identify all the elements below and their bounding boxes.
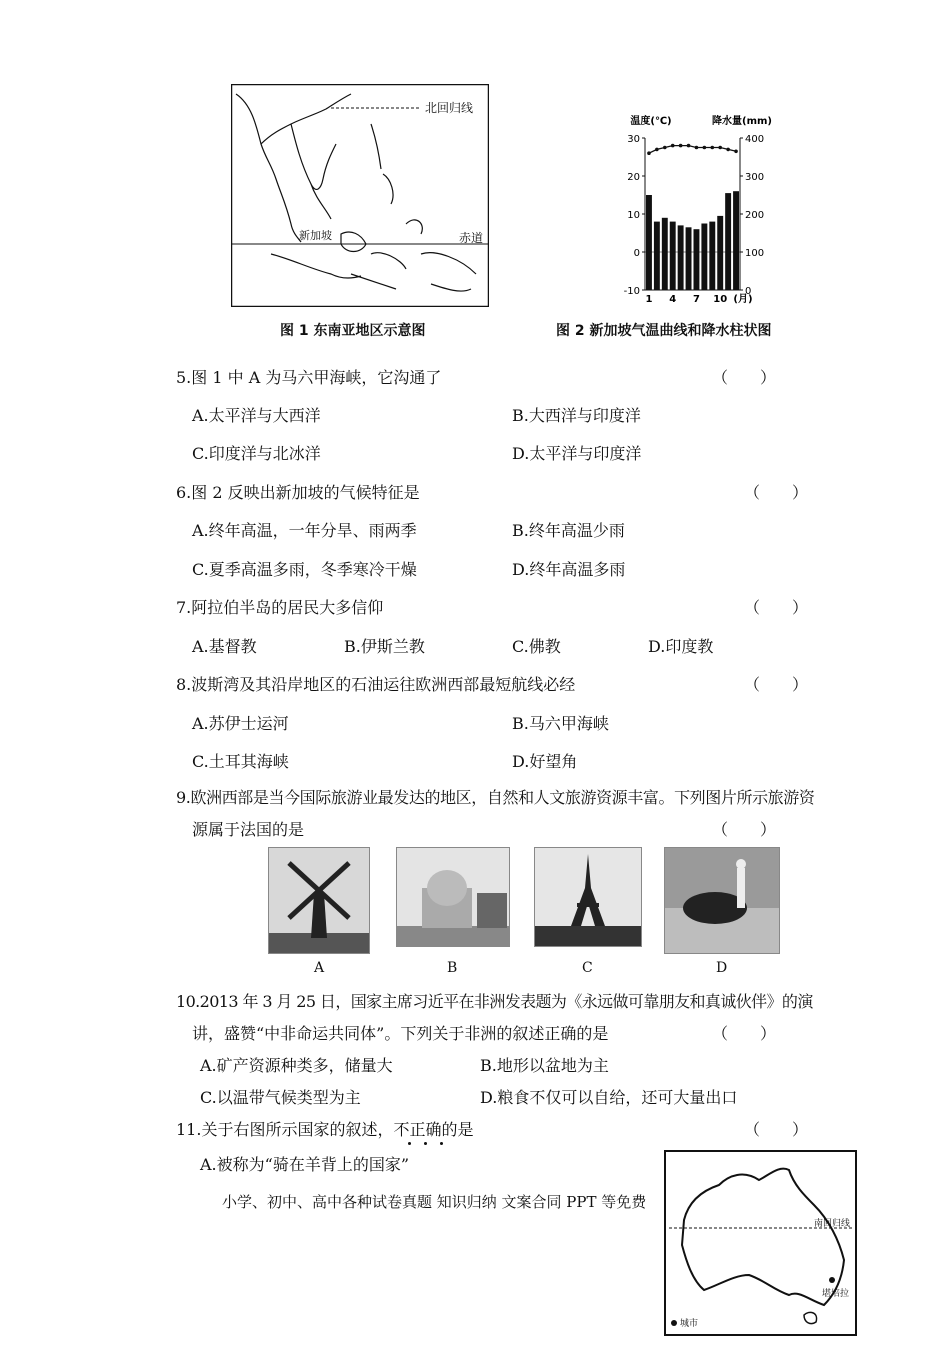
q6-option-b[interactable]: B.终年高温少雨 bbox=[512, 521, 625, 540]
precip-bar bbox=[654, 222, 660, 290]
precip-bar bbox=[733, 191, 739, 290]
left-axis-title: 温度(℃) bbox=[630, 116, 672, 127]
q6-stem: 6.图 2 反映出新加坡的气候特征是 bbox=[176, 483, 420, 502]
right-tick-label: 100 bbox=[745, 248, 765, 259]
q10-answer-paren[interactable]: （ ） bbox=[712, 1024, 777, 1043]
precip-bar bbox=[725, 193, 731, 290]
windmill-icon bbox=[269, 848, 369, 953]
q7-stem: 7.阿拉伯半岛的居民大多信仰 bbox=[176, 598, 384, 617]
q8-answer-paren[interactable]: （ ） bbox=[744, 675, 809, 694]
footer-note: 小学、初中、高中各种试卷真题 知识归纳 文案合同 PPT 等免费 bbox=[222, 1193, 647, 1211]
right-tick-label: 200 bbox=[745, 210, 765, 221]
q5-option-b[interactable]: B.大西洋与印度洋 bbox=[512, 406, 641, 425]
right-tick-label: 0 bbox=[745, 286, 752, 297]
photo-bullfight[interactable] bbox=[664, 847, 780, 954]
q10-stem-line2: 讲，盛赞“中非命运共同体”。下列关于非洲的叙述正确的是 bbox=[192, 1024, 609, 1043]
q7-option-d[interactable]: D.印度教 bbox=[648, 637, 714, 656]
au-city-label: 堪培拉 bbox=[822, 1289, 850, 1299]
precip-bar bbox=[646, 195, 652, 290]
figure-2-chart bbox=[600, 108, 800, 313]
left-tick-label: 10 bbox=[627, 210, 640, 221]
q5-option-d[interactable]: D.太平洋与印度洋 bbox=[512, 444, 642, 463]
q5-answer-paren[interactable]: （ ） bbox=[712, 368, 777, 387]
q8-option-c[interactable]: C.土耳其海峡 bbox=[192, 752, 289, 771]
q10-option-c[interactable]: C.以温带气候类型为主 bbox=[200, 1088, 361, 1107]
q9-label-d: D bbox=[716, 960, 728, 976]
domed-church-icon bbox=[397, 848, 509, 946]
photo-venice-church[interactable] bbox=[396, 847, 510, 947]
x-tick-label: 4 bbox=[669, 294, 677, 305]
australia-map-drawing bbox=[664, 1150, 857, 1336]
q7-answer-paren[interactable]: （ ） bbox=[744, 598, 809, 617]
precip-bar bbox=[662, 218, 668, 290]
precip-bar bbox=[709, 222, 715, 290]
q8-option-b[interactable]: B.马六甲海峡 bbox=[512, 714, 609, 733]
q9-stem-line2: 源属于法国的是 bbox=[192, 820, 305, 839]
emphasis-dot bbox=[424, 1142, 427, 1145]
q9-answer-paren[interactable]: （ ） bbox=[712, 820, 777, 839]
left-tick-label: 20 bbox=[627, 172, 640, 183]
q8-stem: 8.波斯湾及其沿岸地区的石油运往欧洲西部最短航线必经 bbox=[176, 675, 576, 694]
q5-option-c[interactable]: C.印度洋与北冰洋 bbox=[192, 444, 321, 463]
southeast-asia-map-drawing bbox=[231, 84, 489, 307]
photo-windmill[interactable] bbox=[268, 847, 370, 954]
left-tick-label: 0 bbox=[633, 248, 640, 259]
precip-bar bbox=[678, 225, 684, 290]
x-unit-label: (月) bbox=[733, 294, 753, 305]
singapore-label: 新加坡 bbox=[299, 229, 332, 242]
right-tick-label: 300 bbox=[745, 172, 765, 183]
figure-1-caption: 图 1 东南亚地区示意图 bbox=[280, 323, 426, 339]
right-axis-title: 降水量(mm) bbox=[712, 116, 772, 127]
precip-bar bbox=[717, 216, 723, 290]
q8-option-a[interactable]: A.苏伊士运河 bbox=[192, 714, 289, 733]
temp-line bbox=[649, 146, 736, 154]
q6-option-a[interactable]: A.终年高温，一年分旱、雨两季 bbox=[192, 521, 417, 540]
q10-option-b[interactable]: B.地形以盆地为主 bbox=[480, 1056, 609, 1075]
right-tick-label: 400 bbox=[745, 134, 765, 145]
photo-eiffel-tower[interactable] bbox=[534, 847, 642, 947]
precip-bar bbox=[701, 224, 707, 291]
precip-bar bbox=[670, 222, 676, 290]
q11-answer-paren[interactable]: （ ） bbox=[744, 1120, 809, 1139]
eiffel-tower-icon bbox=[535, 848, 641, 946]
q7-option-b[interactable]: B.伊斯兰教 bbox=[344, 637, 425, 656]
precip-bar bbox=[694, 229, 700, 290]
au-legend-label: 城市 bbox=[680, 1319, 699, 1329]
left-tick-label: -10 bbox=[623, 286, 640, 297]
q9-stem-line1: 9.欧洲西部是当今国际旅游业最发达的地区，自然和人文旅游资源丰富。下列图片所示旅游资 bbox=[176, 788, 815, 807]
q6-option-c[interactable]: C.夏季高温多雨，冬季寒冷干燥 bbox=[192, 560, 417, 579]
figure-1-map bbox=[231, 84, 489, 307]
q8-option-d[interactable]: D.好望角 bbox=[512, 752, 578, 771]
x-tick-label: 10 bbox=[713, 294, 728, 305]
figure-2-caption: 图 2 新加坡气温曲线和降水柱状图 bbox=[556, 323, 772, 339]
precip-bar bbox=[686, 227, 692, 290]
left-tick-label: 30 bbox=[627, 134, 640, 145]
q6-answer-paren[interactable]: （ ） bbox=[744, 483, 809, 502]
q11-stem: 11.关于右图所示国家的叙述，不正确的是 bbox=[176, 1120, 474, 1139]
q9-label-b: B bbox=[447, 960, 458, 976]
q9-label-c: C bbox=[582, 960, 593, 976]
au-tropic-label: 南回归线 bbox=[814, 1219, 851, 1229]
q9-label-a: A bbox=[314, 960, 325, 976]
q10-option-a[interactable]: A.矿产资源种类多，储量大 bbox=[200, 1056, 393, 1075]
x-tick-label: 1 bbox=[645, 294, 653, 305]
australia-map bbox=[664, 1150, 857, 1336]
q6-option-d[interactable]: D.终年高温多雨 bbox=[512, 560, 626, 579]
tropic-label: 北回归线 bbox=[425, 101, 474, 115]
q5-stem: 5.图 1 中 A 为马六甲海峡，它沟通了 bbox=[176, 368, 442, 387]
q7-option-a[interactable]: A.基督教 bbox=[192, 637, 257, 656]
q7-option-c[interactable]: C.佛教 bbox=[512, 637, 561, 656]
emphasis-dot bbox=[408, 1142, 411, 1145]
q10-option-d[interactable]: D.粮食不仅可以自给，还可大量出口 bbox=[480, 1088, 738, 1107]
emphasis-dot bbox=[440, 1142, 443, 1145]
q11-option-a[interactable]: A.被称为“骑在羊背上的国家” bbox=[200, 1155, 410, 1174]
bullfight-icon bbox=[665, 848, 779, 953]
q10-stem-line1: 10.2013 年 3 月 25 日，国家主席习近平在非洲发表题为《永远做可靠朋友和真诚伙伴》的演 bbox=[176, 992, 813, 1011]
climate-chart-svg bbox=[600, 108, 800, 313]
equator-label: 赤道 bbox=[459, 231, 484, 245]
x-tick-label: 7 bbox=[692, 294, 700, 305]
q5-option-a[interactable]: A.太平洋与大西洋 bbox=[192, 406, 321, 425]
